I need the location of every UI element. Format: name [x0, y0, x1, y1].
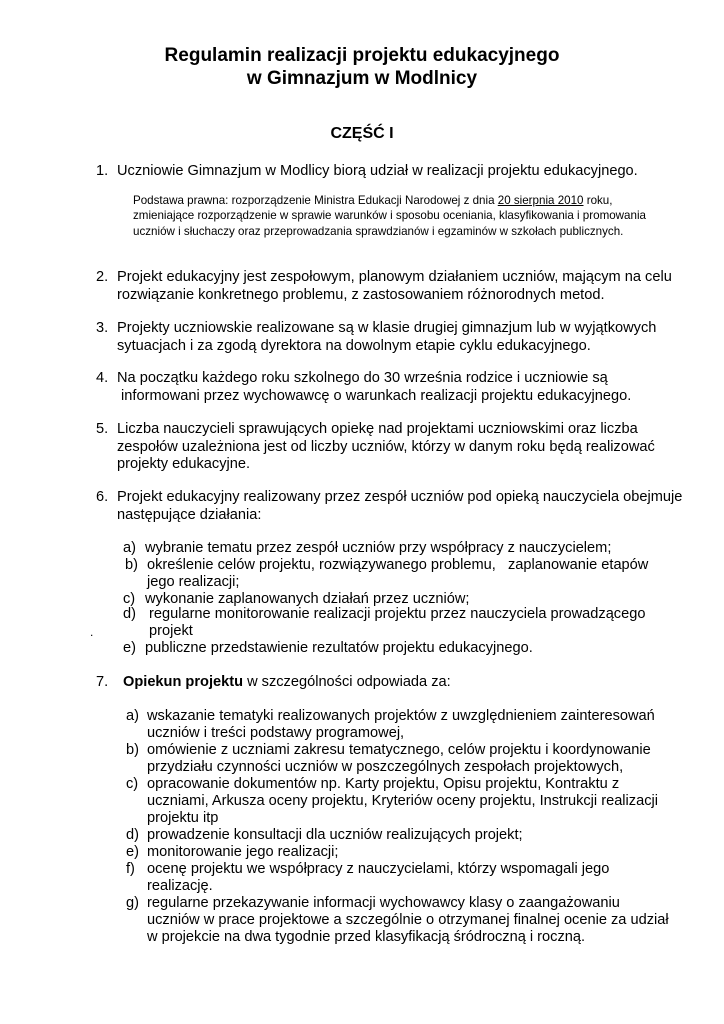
list-letter: c) [123, 591, 136, 607]
list-letter: a) [123, 540, 136, 556]
section-number: 4. [96, 370, 109, 386]
section-text: Projekt edukacyjny realizowany przez zespół uczniów pod opieką nauczyciela obejmuje następujące działania: [117, 489, 683, 523]
list-text: regularne monitorowanie realizacji projektu przez nauczyciela prowadzącego [149, 606, 646, 622]
list-letter: b) [126, 742, 139, 758]
list7-item-a-line2: uczniów i treści podstawy programowej, [147, 725, 405, 741]
list-text-line1: wskazanie tematyki realizowanych projektów z uwzględnieniem zainteresowań [147, 708, 655, 724]
list7-item-c-line2: uczniami, Arkusza oceny projektu, Kryteriów oceny projektu, Instrukcji realizacji [147, 793, 658, 809]
list6-item-b-continuation: jego realizacji; [147, 574, 240, 590]
document-title-line2: w Gimnazjum w Modlnicy [246, 68, 478, 89]
part-heading: CZĘŚĆ I [330, 125, 394, 142]
section-text-line1: Na początku każdego roku szkolnego do 30 września rodzice i uczniowie są [117, 370, 608, 386]
section-2 [96, 269, 686, 304]
list7-item-g-line3: w projekcie na dwa tygodnie przed klasyfikacją śródroczną i roczną. [147, 929, 586, 945]
section-number: 7. [96, 674, 109, 690]
list-letter: b) [125, 557, 138, 573]
list-letter: a) [126, 708, 139, 724]
list-text-line1: prowadzenie konsultacji dla uczniów realizujących projekt; [147, 827, 523, 843]
list-text-line1: regularne przekazywanie informacji wychowawcy klasy o zaangażowaniu [147, 895, 620, 911]
list-text: określenie celów projektu, rozwiązywanego problemu, zaplanowanie etapów [147, 557, 649, 573]
list7-item-g-line2: uczniów w prace projektowe a szczególnie o otrzymanej finalnej ocenie za udział [147, 912, 669, 928]
section-1 [96, 163, 686, 181]
legal-note-text: Podstawa prawna: rozporządzenie Ministra Edukacji Narodowej z dnia [133, 194, 498, 207]
section-6 [96, 489, 686, 524]
section-7-text: w szczególności odpowiada za: [243, 674, 451, 690]
list-letter: f) [126, 861, 135, 877]
legal-note-text-rest: roku, zmieniające rozporządzenie w sprawie warunków i sposobu oceniania, klasyfikowania i promowania uczniów i słuchaczy oraz przeprowadzania sprawdzianów i egzaminów w szkołach publicznych. [133, 194, 646, 238]
list-letter: e) [126, 844, 139, 860]
list-text-line1: monitorowanie jego realizacji; [147, 844, 339, 860]
section-number: 3. [96, 320, 109, 336]
list-letter: e) [123, 640, 136, 656]
list-text-line1: omówienie z uczniami zakresu tematycznego, celów projektu i koordynowanie [147, 742, 651, 758]
section-4 [96, 370, 686, 405]
section-5 [96, 421, 686, 474]
section-text-line2: informowani przez wychowawcę o warunkach realizacji projektu edukacyjnego. [117, 387, 632, 404]
section-text: Projekt edukacyjny jest zespołowym, planowym działaniem uczniów, mającym na celu rozwiązanie konkretnego problemu, z zastosowaniem różnorodnych metod. [117, 269, 672, 303]
list-letter: g) [126, 895, 139, 911]
list-text-line1: opracowanie dokumentów np. Karty projektu, Opisu projektu, Kontraktu z [147, 776, 620, 792]
legal-basis-note [133, 193, 673, 239]
list7-item-c-line3: projektu itp [147, 810, 219, 826]
stray-dot: . [90, 625, 94, 639]
list7-item-f-line2: realizację. [147, 878, 213, 894]
list6-item-d-continuation: projekt [149, 623, 193, 639]
list-letter: d) [123, 606, 136, 622]
list-text-line1: ocenę projektu we współpracy z nauczycielami, którzy wspomagali jego [147, 861, 610, 877]
section-7-bold: Opiekun projektu [123, 674, 244, 690]
list-text: wykonanie zaplanowanych działań przez uczniów; [145, 591, 470, 607]
list-text: publiczne przedstawienie rezultatów projektu edukacyjnego. [145, 640, 533, 656]
document-title-line1: Regulamin realizacji projektu edukacyjnego [164, 45, 560, 66]
section-number: 6. [96, 489, 109, 505]
list-letter: d) [126, 827, 139, 843]
section-3 [96, 320, 686, 355]
section-text: Projekty uczniowskie realizowane są w klasie drugiej gimnazjum lub w wyjątkowych sytuacjach i za zgodą dyrektora na dowolnym etapie cyklu edukacyjnego. [117, 320, 657, 354]
list7-item-b-line2: przydziału czynności uczniów w poszczególnych zespołach projektowych, [147, 759, 624, 775]
section-number: 5. [96, 421, 109, 437]
list-letter: c) [126, 776, 139, 792]
section-number: 1. [96, 163, 109, 179]
legal-note-date: 20 sierpnia 2010 [497, 194, 584, 207]
list-text: wybranie tematu przez zespół uczniów przy współpracy z nauczycielem; [145, 540, 612, 556]
section-text: Liczba nauczycieli sprawujących opiekę nad projektami uczniowskimi oraz liczba zespołów uzależniona jest od liczby uczniów, którzy w danym roku będą realizować projekty edukacyjne. [117, 421, 655, 472]
section-text: Uczniowie Gimnazjum w Modlicy biorą udział w realizacji projektu edukacyjnego. [117, 163, 638, 179]
section-number: 2. [96, 269, 109, 285]
